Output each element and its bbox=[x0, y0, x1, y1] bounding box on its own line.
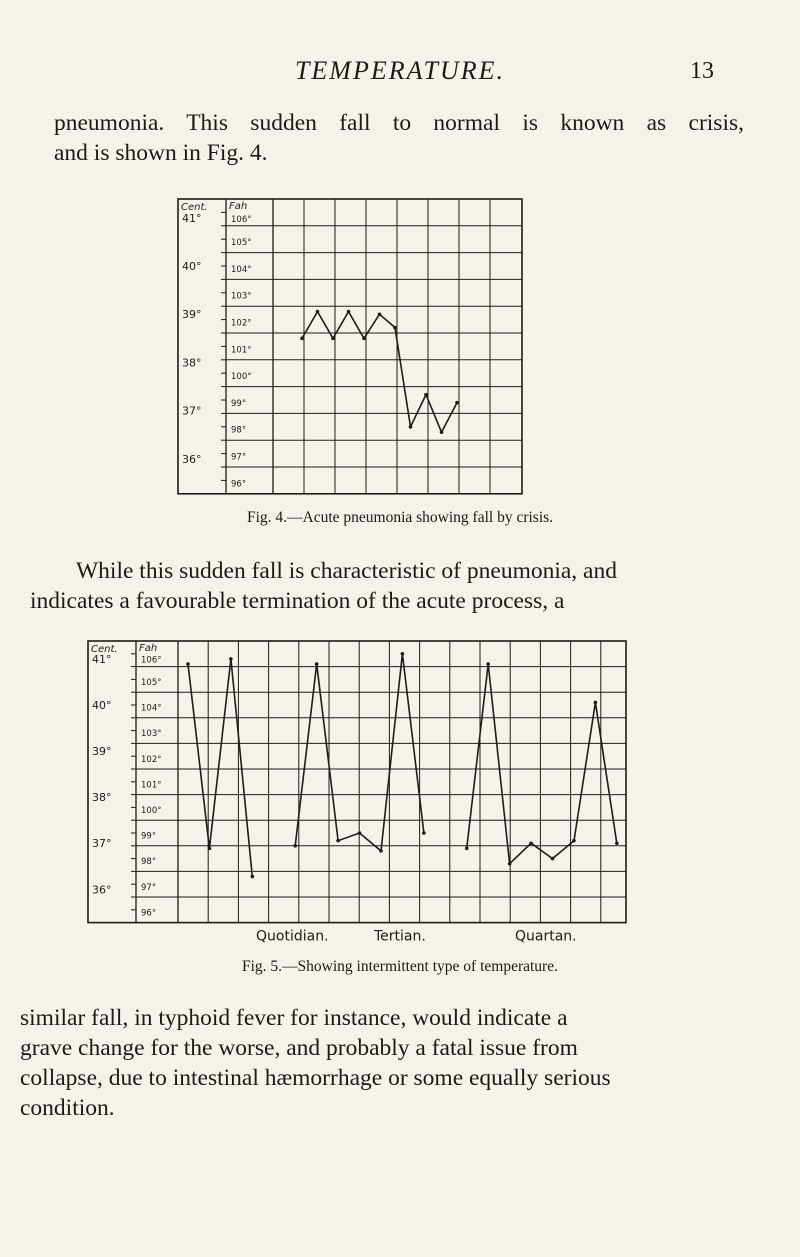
figure-5-caption: Fig. 5.—Showing intermittent type of temperature. bbox=[242, 958, 558, 975]
text-line: condition. bbox=[20, 1095, 115, 1121]
cent-tick-label: 41° bbox=[92, 652, 112, 666]
temperature-point bbox=[594, 701, 598, 705]
temperature-point bbox=[336, 839, 340, 843]
temperature-point bbox=[379, 849, 383, 853]
text-line: and is shown in Fig. 4. bbox=[54, 140, 268, 166]
cent-tick-label: 38° bbox=[92, 791, 112, 805]
temperature-point bbox=[316, 310, 320, 314]
temperature-point bbox=[186, 662, 190, 666]
temperature-point bbox=[615, 841, 619, 845]
temperature-point bbox=[440, 430, 444, 434]
temperature-point bbox=[300, 337, 304, 341]
cent-tick-label: 36° bbox=[92, 883, 112, 897]
temperature-point bbox=[465, 847, 469, 851]
fah-tick-label: 104° bbox=[141, 703, 162, 714]
temperature-point bbox=[378, 312, 382, 316]
temperature-series-line bbox=[467, 664, 617, 864]
temperature-point bbox=[572, 839, 576, 843]
fah-tick-label: 102° bbox=[141, 754, 162, 765]
page-number: 13 bbox=[690, 58, 714, 84]
temperature-point bbox=[409, 425, 413, 429]
cent-tick-label: 40° bbox=[182, 260, 202, 273]
text-line: similar fall, in typhoid fever for instance, would indicate a bbox=[20, 1005, 568, 1031]
cent-tick-label: 36° bbox=[182, 452, 202, 466]
fah-tick-label: 105° bbox=[231, 238, 252, 249]
fah-tick-label: 100° bbox=[141, 806, 162, 817]
cent-tick-label: 40° bbox=[92, 699, 112, 712]
temperature-point bbox=[347, 310, 351, 314]
fever-type-label: Quotidian. bbox=[256, 928, 329, 945]
fah-tick-label: 103° bbox=[141, 729, 162, 740]
fah-tick-label: 104° bbox=[231, 264, 252, 275]
temperature-point bbox=[229, 657, 233, 661]
fah-tick-label: 96° bbox=[231, 479, 247, 490]
cent-tick-label: 39° bbox=[92, 745, 112, 759]
fah-header: Fah bbox=[139, 643, 158, 654]
page-header bbox=[0, 56, 800, 96]
fah-tick-label: 98° bbox=[231, 425, 247, 436]
text-line: indicates a favourable termination of the acute process, a bbox=[30, 588, 565, 614]
fah-tick-label: 99° bbox=[231, 398, 247, 409]
temperature-point bbox=[508, 862, 512, 866]
text-line: While this sudden fall is characteristic of pneumonia, and bbox=[76, 558, 617, 584]
fah-tick-label: 98° bbox=[141, 857, 157, 868]
text-line: collapse, due to intestinal hæmorrhage or some equally serious bbox=[20, 1065, 611, 1091]
chart-frame bbox=[88, 641, 626, 923]
fah-tick-label: 100° bbox=[231, 372, 252, 383]
paragraph-2 bbox=[30, 556, 742, 616]
temperature-point bbox=[358, 831, 362, 835]
cent-header: Cent. bbox=[181, 202, 208, 213]
temperature-point bbox=[401, 652, 405, 656]
cent-tick-label: 38° bbox=[182, 356, 202, 370]
fah-tick-label: 106° bbox=[141, 655, 162, 666]
temperature-point bbox=[315, 662, 319, 666]
text-line: grave change for the worse, and probably a fatal issue from bbox=[20, 1035, 578, 1061]
fah-tick-label: 103° bbox=[231, 291, 252, 302]
temperature-point bbox=[393, 326, 397, 330]
chart-frame bbox=[178, 199, 522, 494]
fah-tick-label: 105° bbox=[141, 678, 162, 689]
fah-tick-label: 101° bbox=[141, 780, 162, 791]
temperature-point bbox=[455, 401, 459, 405]
cent-tick-label: 37° bbox=[92, 837, 112, 851]
temperature-point bbox=[251, 875, 255, 879]
paragraph-3 bbox=[20, 1003, 762, 1123]
temperature-series-line bbox=[188, 659, 252, 877]
fah-tick-label: 102° bbox=[231, 318, 252, 329]
fever-type-label: Quartan. bbox=[515, 928, 577, 945]
temperature-series-line bbox=[302, 312, 457, 433]
temperature-point bbox=[208, 847, 212, 851]
text-line: pneumonia. This sudden fall to normal is known as crisis, bbox=[54, 110, 744, 136]
fah-header: Fah bbox=[229, 201, 248, 212]
figure-5-chart bbox=[78, 636, 638, 945]
temperature-point bbox=[551, 857, 555, 861]
fever-type-label: Tertian. bbox=[374, 928, 426, 945]
fah-tick-label: 97° bbox=[231, 452, 247, 463]
cent-tick-label: 41° bbox=[182, 211, 202, 225]
temperature-point bbox=[424, 393, 428, 397]
temperature-point bbox=[331, 337, 335, 341]
temperature-point bbox=[529, 841, 533, 845]
figure-4-caption: Fig. 4.—Acute pneumonia showing fall by crisis. bbox=[246, 509, 554, 526]
cent-tick-label: 39° bbox=[182, 308, 202, 322]
cent-header: Cent. bbox=[91, 644, 118, 655]
figure-4-chart bbox=[170, 196, 530, 496]
temperature-point bbox=[362, 337, 366, 341]
temperature-point bbox=[293, 844, 297, 848]
fah-tick-label: 99° bbox=[141, 831, 157, 842]
temperature-point bbox=[486, 662, 490, 666]
fah-tick-label: 97° bbox=[141, 882, 157, 893]
running-head: TEMPERATURE. bbox=[294, 56, 506, 85]
fah-tick-label: 106° bbox=[231, 214, 252, 225]
fah-tick-label: 96° bbox=[141, 908, 157, 919]
fah-tick-label: 101° bbox=[231, 345, 252, 356]
cent-tick-label: 37° bbox=[182, 404, 202, 418]
paragraph-1 bbox=[54, 108, 744, 168]
temperature-point bbox=[422, 831, 426, 835]
